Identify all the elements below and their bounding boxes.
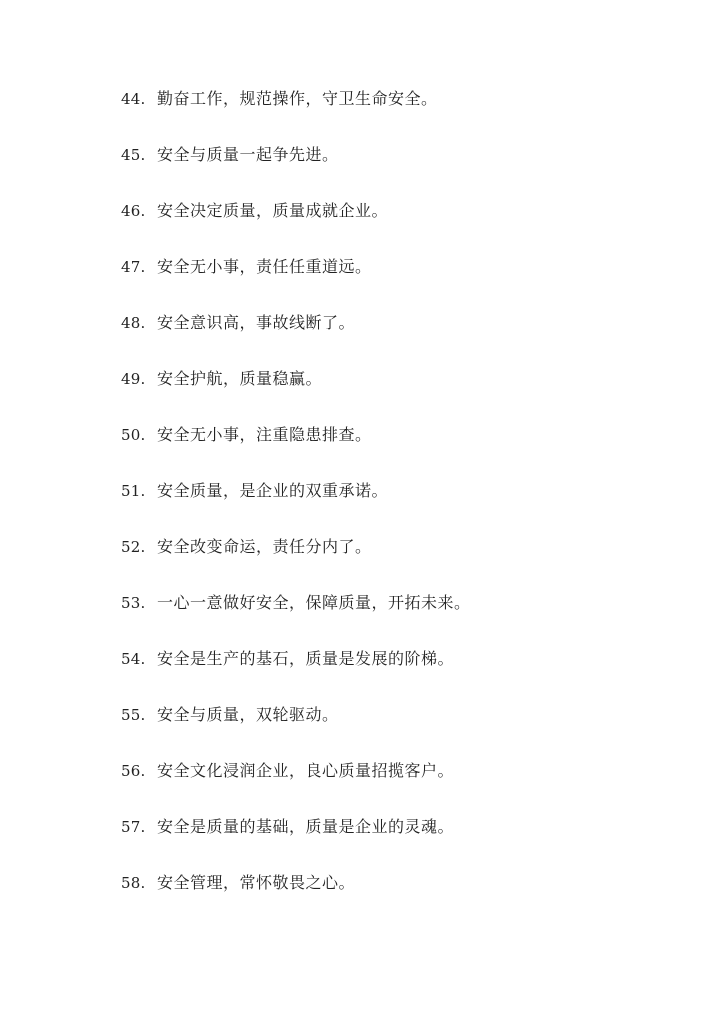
item-text: 安全是质量的基础，质量是企业的灵魂。 [157, 817, 455, 836]
list-item [121, 702, 471, 758]
item-number: 50. [121, 426, 146, 444]
list-item [121, 366, 471, 422]
item-number: 51. [121, 482, 146, 500]
list-item [121, 422, 471, 478]
item-text: 安全管理，常怀敬畏之心。 [157, 873, 356, 892]
item-number: 47. [121, 258, 146, 276]
item-number: 48. [121, 314, 146, 332]
item-text: 一心一意做好安全，保障质量，开拓未来。 [157, 593, 471, 612]
item-text: 勤奋工作，规范操作，守卫生命安全。 [157, 89, 438, 108]
item-text: 安全护航，质量稳赢。 [157, 369, 323, 388]
item-text: 安全是生产的基石，质量是发展的阶梯。 [157, 649, 455, 668]
list-item [121, 870, 471, 926]
list-item [121, 254, 471, 310]
item-text: 安全与质量一起争先进。 [157, 145, 339, 164]
item-text: 安全质量，是企业的双重承诺。 [157, 481, 389, 500]
item-number: 49. [121, 370, 146, 388]
item-number: 53. [121, 594, 146, 612]
item-number: 56. [121, 762, 146, 780]
list-item [121, 814, 471, 870]
list-item [121, 86, 471, 142]
item-text: 安全决定质量，质量成就企业。 [157, 201, 389, 220]
item-text: 安全与质量，双轮驱动。 [157, 705, 339, 724]
item-number: 54. [121, 650, 146, 668]
item-number: 52. [121, 538, 146, 556]
list-item [121, 590, 471, 646]
list-item [121, 478, 471, 534]
list-item [121, 646, 471, 702]
item-number: 57. [121, 818, 146, 836]
item-number: 45. [121, 146, 146, 164]
item-number: 58. [121, 874, 146, 892]
list-item [121, 142, 471, 198]
item-text: 安全改变命运，责任分内了。 [157, 537, 372, 556]
item-number: 55. [121, 706, 146, 724]
list-item [121, 758, 471, 814]
item-text: 安全无小事，注重隐患排查。 [157, 425, 372, 444]
item-text: 安全意识高，事故线断了。 [157, 313, 356, 332]
slogan-list [121, 86, 471, 926]
item-number: 46. [121, 202, 146, 220]
list-item [121, 310, 471, 366]
item-text: 安全无小事，责任任重道远。 [157, 257, 372, 276]
list-item [121, 198, 471, 254]
list-item [121, 534, 471, 590]
item-number: 44. [121, 90, 146, 108]
item-text: 安全文化浸润企业，良心质量招揽客户。 [157, 761, 455, 780]
